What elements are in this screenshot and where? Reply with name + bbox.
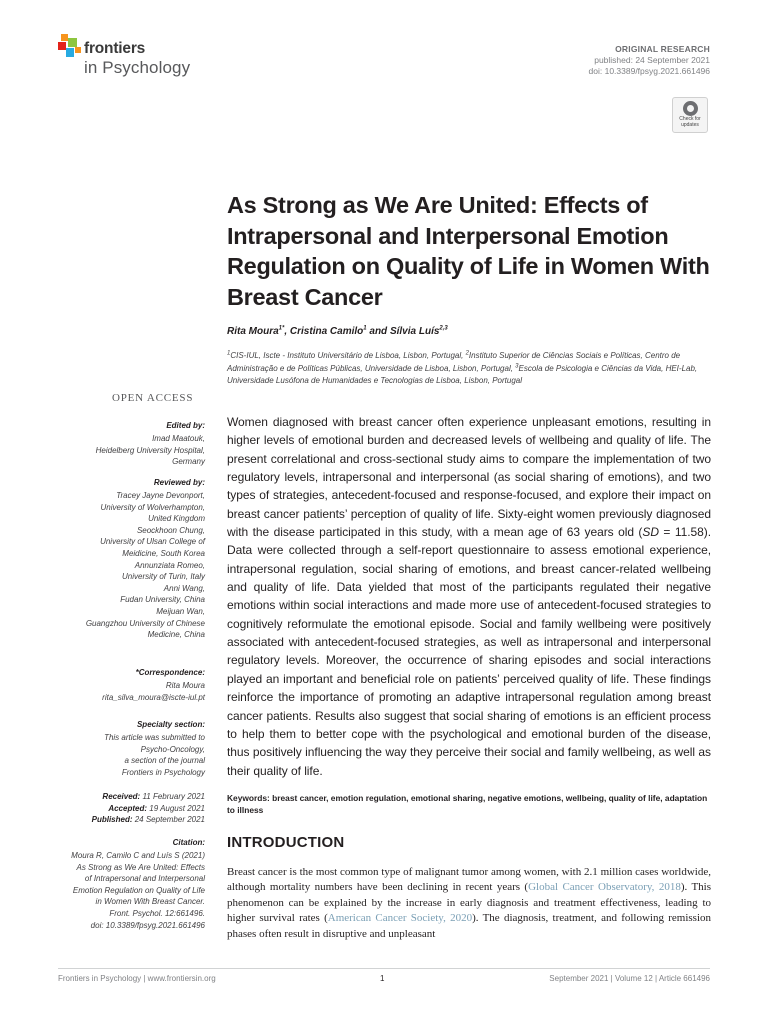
section-heading-introduction: INTRODUCTION <box>227 834 345 851</box>
correspondence-heading: *Correspondence: <box>135 668 205 677</box>
author-name[interactable]: Rita Moura <box>227 326 279 337</box>
affiliations: $^1$CIS-IUL, Iscte - Instituto Universitário de Lisboa, Lisbon, Portugal, $^2$Instituto Superior de Ciências Sociais e Políticas, Centro de Administração e de Políticas Públicas, Universidade de Lisboa, Lisbon, Portugal, $^3$Escola de Psicologia e Ciências da Vida, HEI-Lab, Universidade Lusófona de Humanidades e Tecnologias de Lisboa, Lisbon, Portugal <box>227 350 698 385</box>
reviewer-info: Tracey Jayne Devonport, University of Wolverhampton, United Kingdom Seockhoon Chung, University of Ulsan College of Meidicine, South Korea Annunziata Romeo, University of Turin, Italy Anni Wang, Fudan University, China Meijuan Wan, Guangzhou University of Chinese Medicine, China <box>85 491 205 640</box>
author-name[interactable]: Cristina Camilo <box>289 326 364 337</box>
keywords: Keywords: breast cancer, emotion regulation, emotional sharing, negative emotions, wellbeing, quality of life, adaptation to illness <box>227 793 708 815</box>
article-meta <box>589 44 710 77</box>
published-date: published: 24 September 2021 <box>594 55 710 65</box>
article-dates: Received: 11 February 2021 Accepted: 19 August 2021 Published: 24 September 2021 <box>91 792 205 825</box>
logo-journal-field: in Psychology <box>84 58 191 77</box>
check-for-updates-label: Check for updates <box>679 116 701 128</box>
article-type: ORIGINAL RESEARCH <box>615 44 710 54</box>
author-name[interactable]: Sílvia Luís <box>389 326 440 337</box>
footer-divider <box>58 968 710 969</box>
page-number: 1 <box>380 974 385 983</box>
footer-article-info: September 2021 | Volume 12 | Article 661496 <box>549 974 710 983</box>
specialty-section-info: This article was submitted to Psycho-Oncology, a section of the journal Frontiers in Psychology <box>104 733 205 777</box>
bookmark-icon <box>683 101 698 116</box>
logo-journal-name: frontiers <box>84 40 146 57</box>
citation-doi[interactable]: doi: 10.3389/fpsyg.2021.661496 <box>90 920 205 930</box>
author-list: Rita Moura$^{1*}$, Cristina Camilo$^1$ and Sílvia Luís$^{2,3}$ <box>227 325 448 337</box>
journal-logo[interactable] <box>58 34 208 82</box>
correspondence-email[interactable]: rita_silva_moura@iscte-iul.pt <box>102 692 205 702</box>
specialty-section-heading: Specialty section: <box>136 720 205 729</box>
editor-info: Imad Maatouk, Heidelberg University Hospital, Germany <box>95 434 205 467</box>
article-doi[interactable]: doi: 10.3389/fpsyg.2021.661496 <box>588 66 710 76</box>
reviewed-by-heading: Reviewed by: <box>153 478 205 487</box>
frontiers-logo-icon <box>58 34 84 60</box>
correspondence-info: Rita Moura rita_silva_moura@iscte-iul.pt <box>102 681 205 702</box>
abstract: Women diagnosed with breast cancer often experience unpleasant emotions, resulting in higher levels of emotional burden and decreased levels of wellbeing and quality of life. The present correlational and cross-sectional study aims to compare the implementation of two regulatory levels, intrapersonal and interpersonal (as social sharing of emotions), and two types of strategies, antecedent-focused and response-focused, and explore their impact on breast cancer patients’ perception of quality of life. Sixty-eight women previously diagnosed with the disease participated in this study, with a mean age of 63 years old (SD = 11.58). Data were collected through a self-report questionnaire to assess emotional experience, intrapersonal regulation, social sharing of emotions, and breast cancer-related wellbeing and quality of life. Data yielded that most of the participants regulated their negative emotions within social interactions and made more use of antecedent-focused strategies to cognitively reformulate the emotional episode. Social and family wellbeing were positively associated with antecedent-focused strategies, as well as intrapersonal and interpersonal regulatory levels. Moreover, the occurrence of sharing episodes and social interactions played an important and beneficial role on patients’ perceived quality of life. These findings reinforce the importance of promoting an adaptive intrapersonal regulation among breast cancer patients. Results also suggest that social sharing of emotions is an efficient process to help them to better cope with the psychological and emotional burden of the disease, thus positively influencing the way they perceive their social and family wellbeing, as well as their quality of life. <box>227 415 711 778</box>
edited-by-heading: Edited by: <box>166 421 205 430</box>
check-for-updates-button[interactable] <box>672 97 708 133</box>
introduction-paragraph: Breast cancer is the most common type of malignant tumor among women, with 2.1 million cases worldwide, although mortality numbers have been declining in recent years (Global Cancer Observatory, 2018). This phenomenon can be explained by the increase in early diagnosis and treatment effectiveness, leading to higher survival rates (American Cancer Society, 2020). The diagnosis, treatment, and following remission phases often result in disruptive and unpleasant <box>227 866 712 940</box>
citation-heading: Citation: <box>172 838 205 847</box>
citation-info: Moura R, Camilo C and Luís S (2021) As Strong as We Are United: Effects of Intrapersonal and Interpersonal Emotion Regulation on Quality of Life in Women With Breast Cancer. Front. Psychol. 12:661496. doi: 10.3389/fpsyg.2021.661496 <box>71 851 205 930</box>
article-title: As Strong as We Are United: Effects of Intrapersonal and Interpersonal Emotion Regulation on Quality of Life in Women With Breast Cancer <box>227 192 710 310</box>
footer-journal-link[interactable]: Frontiers in Psychology | www.frontiersin.org <box>58 974 216 983</box>
citation-link[interactable]: American Cancer Society, 2020 <box>327 912 473 925</box>
citation-link[interactable]: Global Cancer Observatory, 2018 <box>528 881 681 894</box>
open-access-label: OPEN ACCESS <box>112 392 194 404</box>
